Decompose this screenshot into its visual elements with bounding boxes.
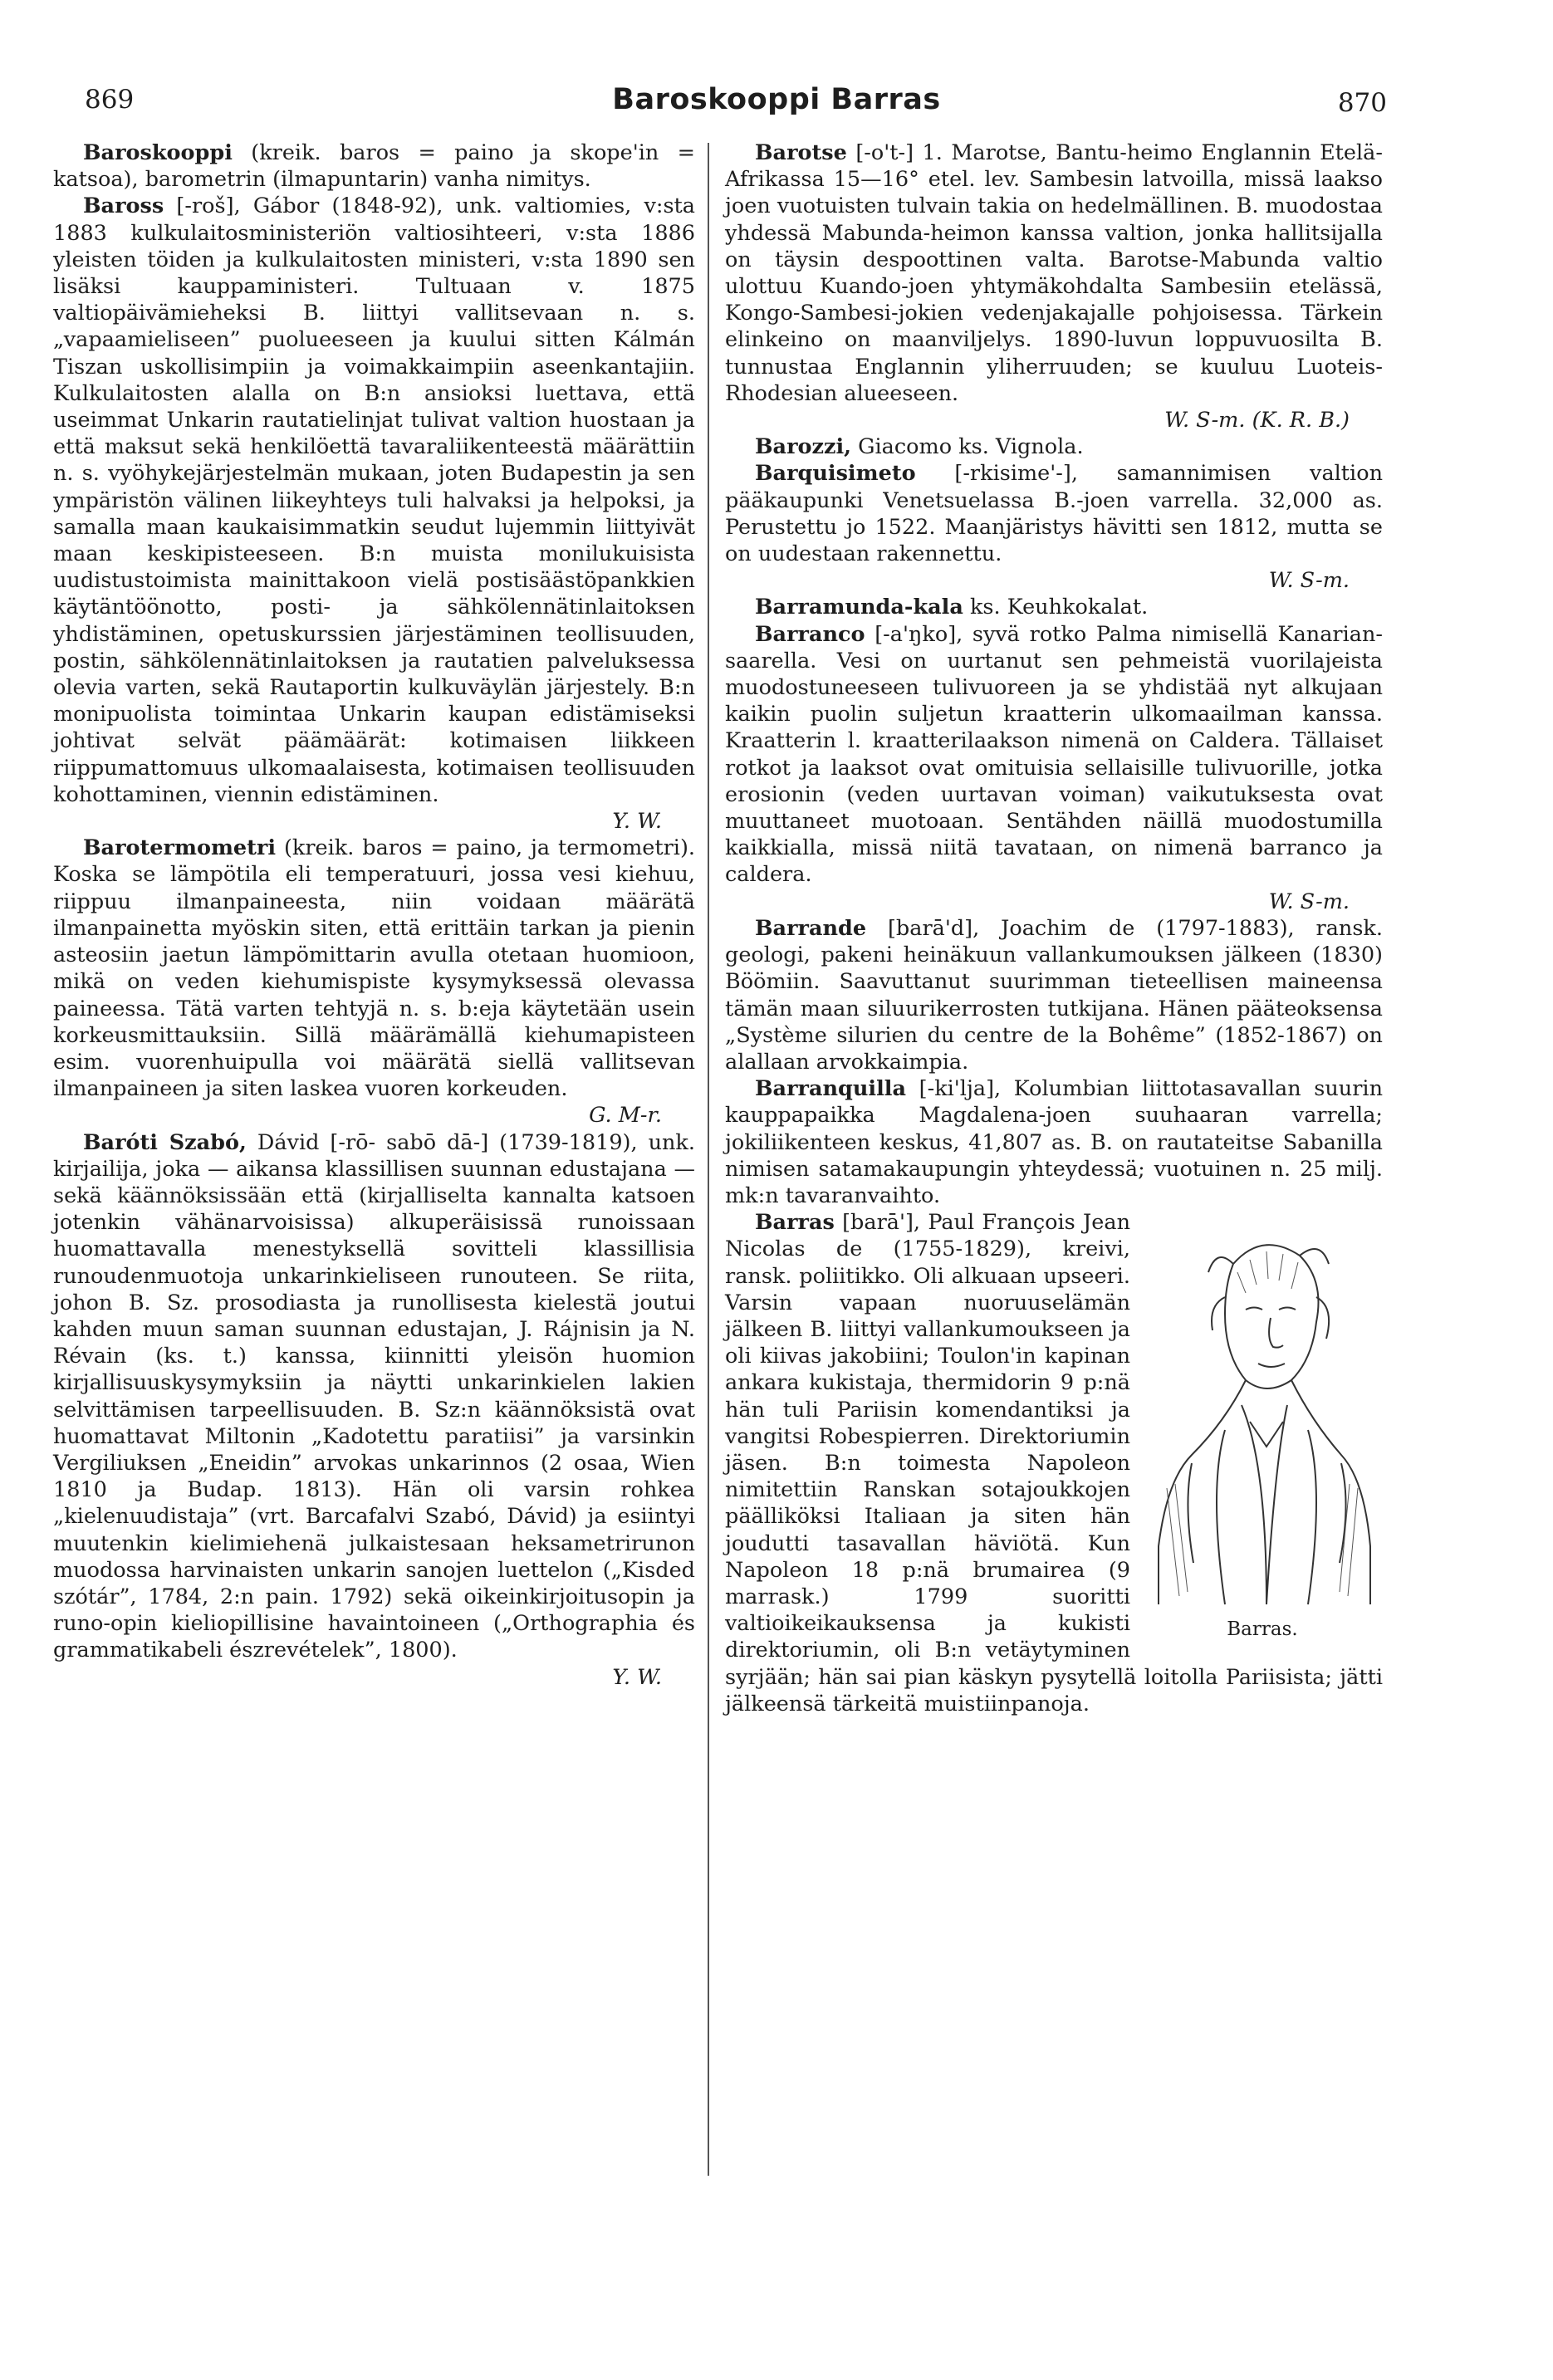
headword: Barranco	[755, 621, 865, 647]
entry-baroti-szabo	[53, 1129, 695, 1664]
entry-text: Dávid [-rō- sabō dā-] (1739-1819), unk. kirjailija, joka — aikansa klassillisen suunnan edustajana — sekä käännöksissään että (kirjalliselta kannalta katsoen jotenkin vähänarvoisissa) alkuperäisissä runoissaan huomattavalla menestyksellä sovitteli klassillisia runoudenmuotoja unkarinkieliseen runouteen. Se riita, johon B. Sz. prosodiasta ja runollisesta kielestä joutui kahden muun saman suunnan edustajan, J. Rájnisin ja N. Révain (ks. t.) kanssa, kiinnitti yleisön huomion kirjallisuuskysymyksiin ja näytti unkarinkielen lakien selvittämisen tarpeellisuuden. B. Sz:n käännöksistä ovat huomattavat Miltonin „Kadotettu paratiisi” ja varsinkin Vergiliuksen „Eneidin” arvokas unkarinnos (2 osaa, Wien 1810 ja Budap. 1813). Hän oli varsin rohkea „kielenuudistaja” (vrt. Barcafalvi Szabó, Dávid) ja esiintyi muutenkin kielimiehenä julkaistesaan heksametrirunon muodossa harvinaisten unkarin sanojen luettelon („Kisded szótár”, 1784, 2:n pain. 1792) sekä oikeinkirjoitusopin ja runo-opin kieliopillisine havaintoineen („Orthographia és grammatikabeli észrevételek”, 1800).	[53, 1129, 695, 1663]
headword: Baróti Szabó,	[83, 1129, 247, 1155]
entry-text: (kreik. baros = paino ja skope'in = katsoa), barometrin (ilmapuntarin) vanha nimitys.	[53, 140, 695, 193]
portrait-caption: Barras.	[1227, 1618, 1298, 1641]
page-number-left: 869	[85, 85, 135, 115]
headword: Baroskooppi	[83, 140, 233, 165]
entry-barquisimeto	[725, 460, 1383, 567]
entry-text: [barā'], Paul François Jean Nicolas de (1755-1829), kreivi, ransk. poliitikko. Oli alkuaan upseeri. Varsin vapaan nuoruuselämän jälkeen B. liittyi vallankumoukseen ja oli kiivas jakobiini; Toulon'in kapinan ankara kukistaja, thermidorin 9 p:nä hän tuli Pariisin komendantiksi ja vangitsi Robespierren. Direktoriumin jäsen. B:n toimesta Napoleon nimitettiin Ranskan sotajoukkojen päälliköksi Italiaan ja siten hän joudutti tasavallan häviötä. Kun Napoleon 18 p:nä brumairea (9 marrask.) 1799 suoritti valtioikeikauksensa ja kukisti direktoriumin, oli B:n vetäytyminen syrjään; hän sai pian käskyn pysytellä loitolla Pariisista; jätti jälkeensä tärkeitä muistiinpanoja.	[725, 1210, 1383, 1716]
headword: Barras	[755, 1210, 835, 1236]
page-number-right: 870	[1337, 88, 1387, 118]
author-signature: W. S-m.	[1268, 568, 1350, 594]
entry-text: [-o't-] 1. Marotse, Bantu-heimo Englannin Etelä-Afrikassa 15—16° etel. lev. Sambesin latvoilla, missä laakso joen vuotuisten tulvain takia on hedelmällinen. B. muodostaa yhdessä Mabunda-heimon kanssa valtion, jonka hallitsijalla on täysin despoottinen valta. Barotse-Mabunda valtio ulottuu Kuando-joen yhtymäkohdalta Sambesiin etelässä, Kongo-Sambesi-jokien vedenjakajalle pohjoisessa. Tärkein elinkeino on maanviljelys. 1890-luvun loppuvuosilta B. tunnustaa Englannin yliherruuden; se kuuluu Luoteis-Rhodesian alueeseen.	[725, 140, 1383, 406]
entry-text: [barā'd], Joachim de (1797-1883), ransk. geologi, pakeni heinäkuun vallankumouksen jälkeen (1830) Böömiin. Saavuttanut suurimman tieteellisen maineensa tämän maan siluurikerrosten tutkijana. Hänen pääteoksensa „Système silurien du centre de la Bohême” (1852-1867) on alallaan arvokkaimpia.	[725, 915, 1383, 1075]
right-column	[725, 140, 1383, 1717]
portrait-engraving	[1142, 1214, 1383, 1613]
headword: Baross	[83, 193, 164, 219]
headword: Barotermometri	[83, 835, 277, 861]
barras-portrait	[1142, 1214, 1383, 1646]
author-signature: Y. W.	[612, 809, 662, 835]
entry-barotse	[725, 140, 1383, 407]
author-signature: W. S-m.	[1268, 889, 1350, 914]
entry-barranco	[725, 621, 1383, 889]
author-signature: W. S-m. (K. R. B.)	[1164, 408, 1350, 433]
entry-text: [-rkisime'-], samannimisen valtion pääkaupunki Venetsuelassa B.-joen varrella. 32,000 as. Perustettu jo 1522. Maanjäristys hävitti sen 1812, mutta se on uudestaan rakennettu.	[725, 461, 1383, 567]
entry-barranquilla	[725, 1075, 1383, 1209]
headword: Barotse	[755, 140, 847, 165]
page-header	[0, 80, 1553, 130]
author-signature: Y. W.	[612, 1664, 662, 1690]
running-title: Baroskooppi Barras	[612, 83, 941, 116]
author-signature: G. M-r.	[589, 1103, 662, 1129]
headword: Barrande	[755, 915, 867, 941]
entry-barozzi	[725, 433, 1383, 460]
entry-barotermometri	[53, 835, 695, 1102]
entry-text: [-a'ŋko], syvä rotko Palma nimisellä Kanarian-saarella. Vesi on uurtanut sen pehmeistä vuorilajeista muodostuneeseen tulivuoreen ja se yhdistää nyt alkujaan kaikin puolin suljetun kraatterin ulkomaailman kanssa. Kraatterin l. kraatterilaakson nimenä on Caldera. Tällaiset rotkot ja laaksot ovat omituisia sellaisille tulivuorille, jotka erosionin (veden uurtavan voiman) vaikutuksesta ovat muuttaneet muotoaan. Sentähden näillä muodostumilla kaikkialla, missä niitä tavataan, on nimenä barranco ja caldera.	[725, 621, 1383, 888]
headword: Barranquilla	[755, 1076, 906, 1102]
entry-baross	[53, 193, 695, 808]
column-divider	[708, 143, 709, 2176]
entry-text: (kreik. baros = paino, ja termometri). Koska se lämpötila eli temperatuuri, jossa vesi kiehuu, riippuu ilmanpaineesta, niin voidaan määrätä ilmanpainetta myöskin siten, että erittäin tarkan ja pienin asteosiin jaetun lämpömittarin avulla otetaan huomioon, mikä on veden kiehumispiste kysymyksessä olevassa paineessa. Tätä varten tehtyjä n. s. b:eja käytetään usein korkeusmittauksiin. Sillä määrämällä kiehumapisteen esim. vuorenhuipulla voi määrätä siellä vallitsevan ilmanpaineen ja siten laskea vuoren korkeuden.	[53, 835, 695, 1102]
entry-text: ks. Keuhkokalat.	[963, 595, 1149, 620]
headword: Barquisimeto	[755, 461, 916, 487]
headword: Barozzi,	[755, 434, 852, 460]
entry-barrande	[725, 915, 1383, 1075]
entry-text: [-roš], Gábor (1848-92), unk. valtiomies, v:sta 1883 kulkulaitosministeriön valtiosihteeri, v:sta 1886 yleisten töiden ja kulkulaitosten ministeri, v:sta 1890 sen lisäksi kauppaministeri. Tultuaan v. 1875 valtiopäivämieheksi B. liittyi vallitsevaan n. s. „vapaamieliseen” puolueeseen ja kuului sitten Kálmán Tiszan uskollisimpiin ja voimakkaimpiin aseenkantajiin. Kulkulaitosten alalla on B:n ansioksi luettava, että useimmat Unkarin rautatielinjat tulivat valtion huostaan ja että maksut sekä henkilöettä tavaraliikenteestä määrättiin n. s. vyöhykejärjestelmän mukaan, joten Budapestin ja sen ympäristön välinen liikeyhteys tuli halvaksi ja helpoksi, ja samalla maan kaukaisimmatkin seudut lujemmin liittyivät maan keskipisteeseen. B:n muista monilukuisista uudistustoimista mainittakoon vielä postisäästöpankkien käytäntöönotto, posti- ja sähkölennätinlaitoksen yhdistäminen, opetuskurssien järjestäminen teollisuuden, postin, sähkölennätinlaitoksen ja rautatien palveluksessa olevia varten, sekä Rautaportin kulkuväylän järjestely. B:n monipuolista toimintaa Unkarin kaupan edistämiseksi johtivat selvät päämäärät: kotimaisen liikkeen riippumattomuus ulkomaalaisesta, kotimaisen teollisuuden kohottaminen, viennin edistäminen.	[53, 193, 695, 807]
entry-barramunda-kala	[725, 594, 1383, 620]
entry-text: [-ki'lja], Kolumbian liittotasavallan suurin kauppapaikka Magdalena-joen suuhaaran varrella; jokiliikenteen keskus, 41,807 as. B. on rautateitse Sabanilla nimisen satamakaupungin yhteydessä; vuotuinen n. 25 milj. mk:n tavaranvaihto.	[725, 1076, 1383, 1208]
entry-text: Giacomo ks. Vignola.	[851, 434, 1084, 460]
headword: Barramunda-kala	[755, 595, 963, 620]
left-column	[53, 140, 695, 1691]
entry-baroskooppi	[53, 140, 695, 193]
